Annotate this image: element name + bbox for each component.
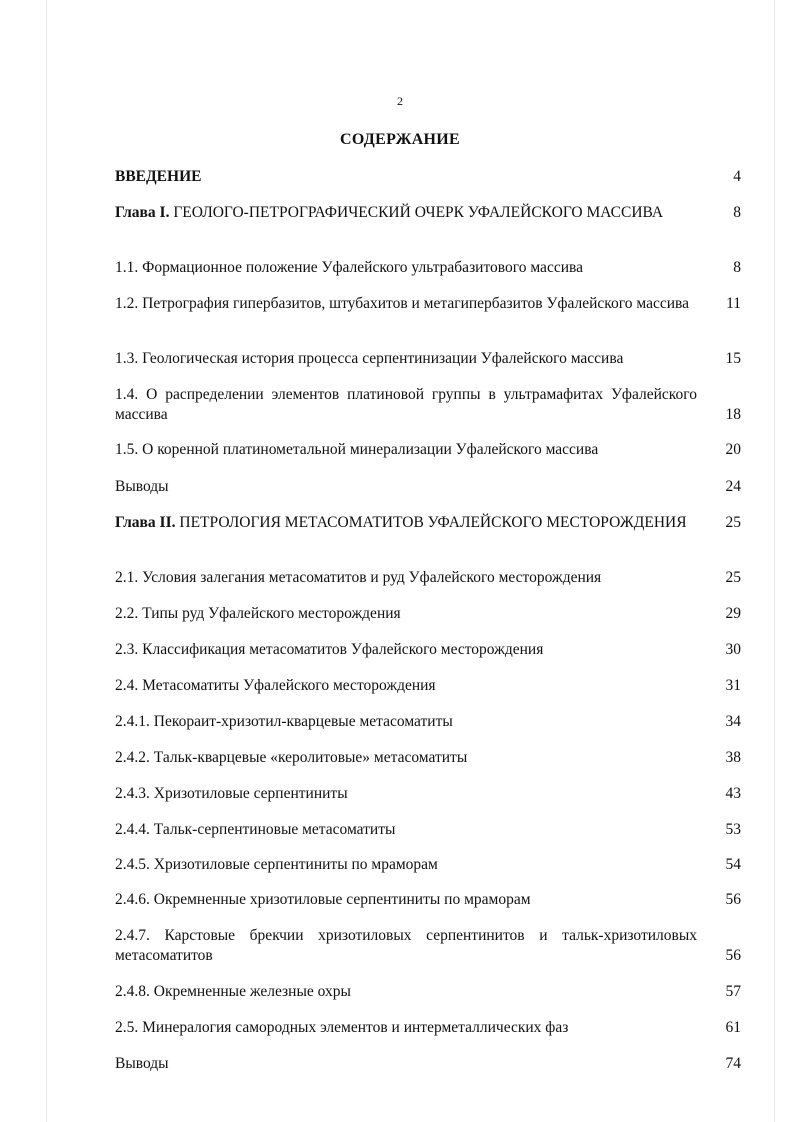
toc-entry-text: 2.4.5. Хризотиловые серпентиниты по мраморам	[115, 856, 438, 873]
toc-entry-chapter-label: Глава II.	[115, 514, 176, 531]
toc-entry-chapter-2[interactable]	[115, 513, 741, 533]
toc-entry-text: Выводы	[115, 1055, 169, 1072]
toc-entry-page: 43	[725, 785, 741, 802]
toc-entry-text: 1.1. Формационное положение Уфалейского ультрабазитового массива	[115, 259, 583, 276]
toc-entry-2-4-8[interactable]	[115, 982, 741, 1002]
toc-entry-page: 54	[725, 856, 741, 873]
page-edge-right	[774, 0, 775, 1122]
page-edge-left	[46, 0, 47, 1122]
toc-entry-2-4-5[interactable]	[115, 855, 741, 875]
toc-entry-page: 18	[725, 406, 741, 423]
toc-entry-page: 38	[725, 749, 741, 766]
toc-entry-text: 2.4.4. Тальк-серпентиновые метасоматиты	[115, 821, 396, 838]
toc-entry-page: 56	[725, 947, 741, 964]
toc-entry-page: 25	[725, 514, 741, 531]
toc-entry-title: ВВЕДЕНИЕ	[115, 168, 202, 185]
toc-entry-page: 57	[725, 983, 741, 1000]
toc-entry-chapter-label: Глава I.	[115, 204, 170, 221]
toc-entry-2-4-4[interactable]	[115, 820, 741, 840]
toc-entry-text: ГЕОЛОГО-ПЕТРОГРАФИЧЕСКИЙ ОЧЕРК УФАЛЕЙСКОГО МАССИВА	[169, 204, 664, 221]
toc-entry-page: 8	[733, 204, 741, 221]
toc-entry-conclusions-1[interactable]	[115, 477, 741, 497]
toc-entry-text: 2.3. Классификация метасоматитов Уфалейского месторождения	[115, 641, 544, 658]
toc-entry-2-3[interactable]	[115, 640, 741, 660]
toc-entry-page: 30	[725, 641, 741, 658]
toc-entry-1-5[interactable]	[115, 440, 741, 460]
toc-entry-text: 1.2. Петрография гипербазитов, штубахитов и метагипербазитов Уфалейского массива	[115, 295, 690, 312]
toc-entry-page: 61	[725, 1019, 741, 1036]
toc-entry-page: 31	[725, 677, 741, 694]
toc-entry-page: 53	[725, 821, 741, 838]
toc-entry-page: 11	[726, 295, 741, 312]
toc-entry-text: 2.1. Условия залегания метасоматитов и руд Уфалейского месторождения	[115, 569, 602, 586]
toc-entry-1-2[interactable]	[115, 294, 741, 314]
toc-entry-page: 15	[725, 350, 741, 367]
toc-entry-text: Выводы	[115, 478, 169, 495]
toc-entry-text: 2.5. Минералогия самородных элементов и интерметаллических фаз	[115, 1019, 569, 1036]
toc-entry-2-4-6[interactable]	[115, 890, 741, 910]
toc-entry-page: 25	[725, 569, 741, 586]
toc-entry-2-4-7[interactable]	[115, 926, 741, 966]
toc-entry-page: 24	[725, 478, 741, 495]
toc-entry-text: 2.4.3. Хризотиловые серпентиниты	[115, 785, 348, 802]
toc-entry-page: 20	[725, 441, 741, 458]
toc-entry-text: 2.4.2. Тальк-кварцевые «керолитовые» метасоматиты	[115, 749, 468, 766]
toc-entry-page: 29	[725, 605, 741, 622]
toc-entry-2-4-1[interactable]	[115, 712, 741, 732]
toc-entry-2-1[interactable]	[115, 568, 741, 588]
toc-entry-conclusions-2[interactable]	[115, 1054, 741, 1074]
toc-entry-2-4-2[interactable]	[115, 748, 741, 768]
toc-entry-2-4-3[interactable]	[115, 784, 741, 804]
toc-title: СОДЕРЖАНИЕ	[339, 131, 461, 148]
toc-entry-page: 56	[725, 891, 741, 908]
toc-entry-1-4[interactable]	[115, 385, 741, 425]
toc-entry-text: 1.3. Геологическая история процесса серпентинизации Уфалейского массива	[115, 350, 624, 367]
toc-entry-text: 2.4.8. Окремненные железные охры	[115, 983, 351, 1000]
toc-entry-text: 2.4.6. Окремненные хризотиловые серпентиниты по мраморам	[115, 891, 531, 908]
toc-entry-text: 2.4.1. Пекораит-хризотил-кварцевые метасоматиты	[115, 713, 453, 730]
toc-entry-page: 4	[733, 168, 741, 185]
toc-entry-text: 1.4. О распределении элементов платиновой группы в ультрамафитах Уфалейского массива	[115, 386, 697, 423]
toc-entry-introduction[interactable]	[115, 167, 741, 187]
toc-entry-2-4[interactable]	[115, 676, 741, 696]
toc-entry-1-1[interactable]	[115, 258, 741, 278]
page-number: 2	[397, 94, 403, 108]
toc-entry-text: 2.2. Типы руд Уфалейского месторождения	[115, 605, 401, 622]
toc-entry-chapter-1[interactable]	[115, 203, 741, 223]
toc-entry-text: 2.4.7. Карстовые брекчии хризотиловых серпентинитов и тальк-хризотиловых метасоматитов	[115, 927, 697, 964]
toc-entry-text: ПЕТРОЛОГИЯ МЕТАСОМАТИТОВ УФАЛЕЙСКОГО МЕСТОРОЖДЕНИЯ	[175, 514, 687, 531]
toc-entry-text: 1.5. О коренной платинометальной минерализации Уфалейского массива	[115, 441, 599, 458]
toc-entry-page: 74	[725, 1055, 741, 1072]
toc-entry-2-5[interactable]	[115, 1018, 741, 1038]
toc-entry-page: 34	[725, 713, 741, 730]
toc-entry-page: 8	[733, 259, 741, 276]
toc-entry-1-3[interactable]	[115, 349, 741, 369]
toc-entry-text: 2.4. Метасоматиты Уфалейского месторождения	[115, 677, 436, 694]
toc-entry-2-2[interactable]	[115, 604, 741, 624]
